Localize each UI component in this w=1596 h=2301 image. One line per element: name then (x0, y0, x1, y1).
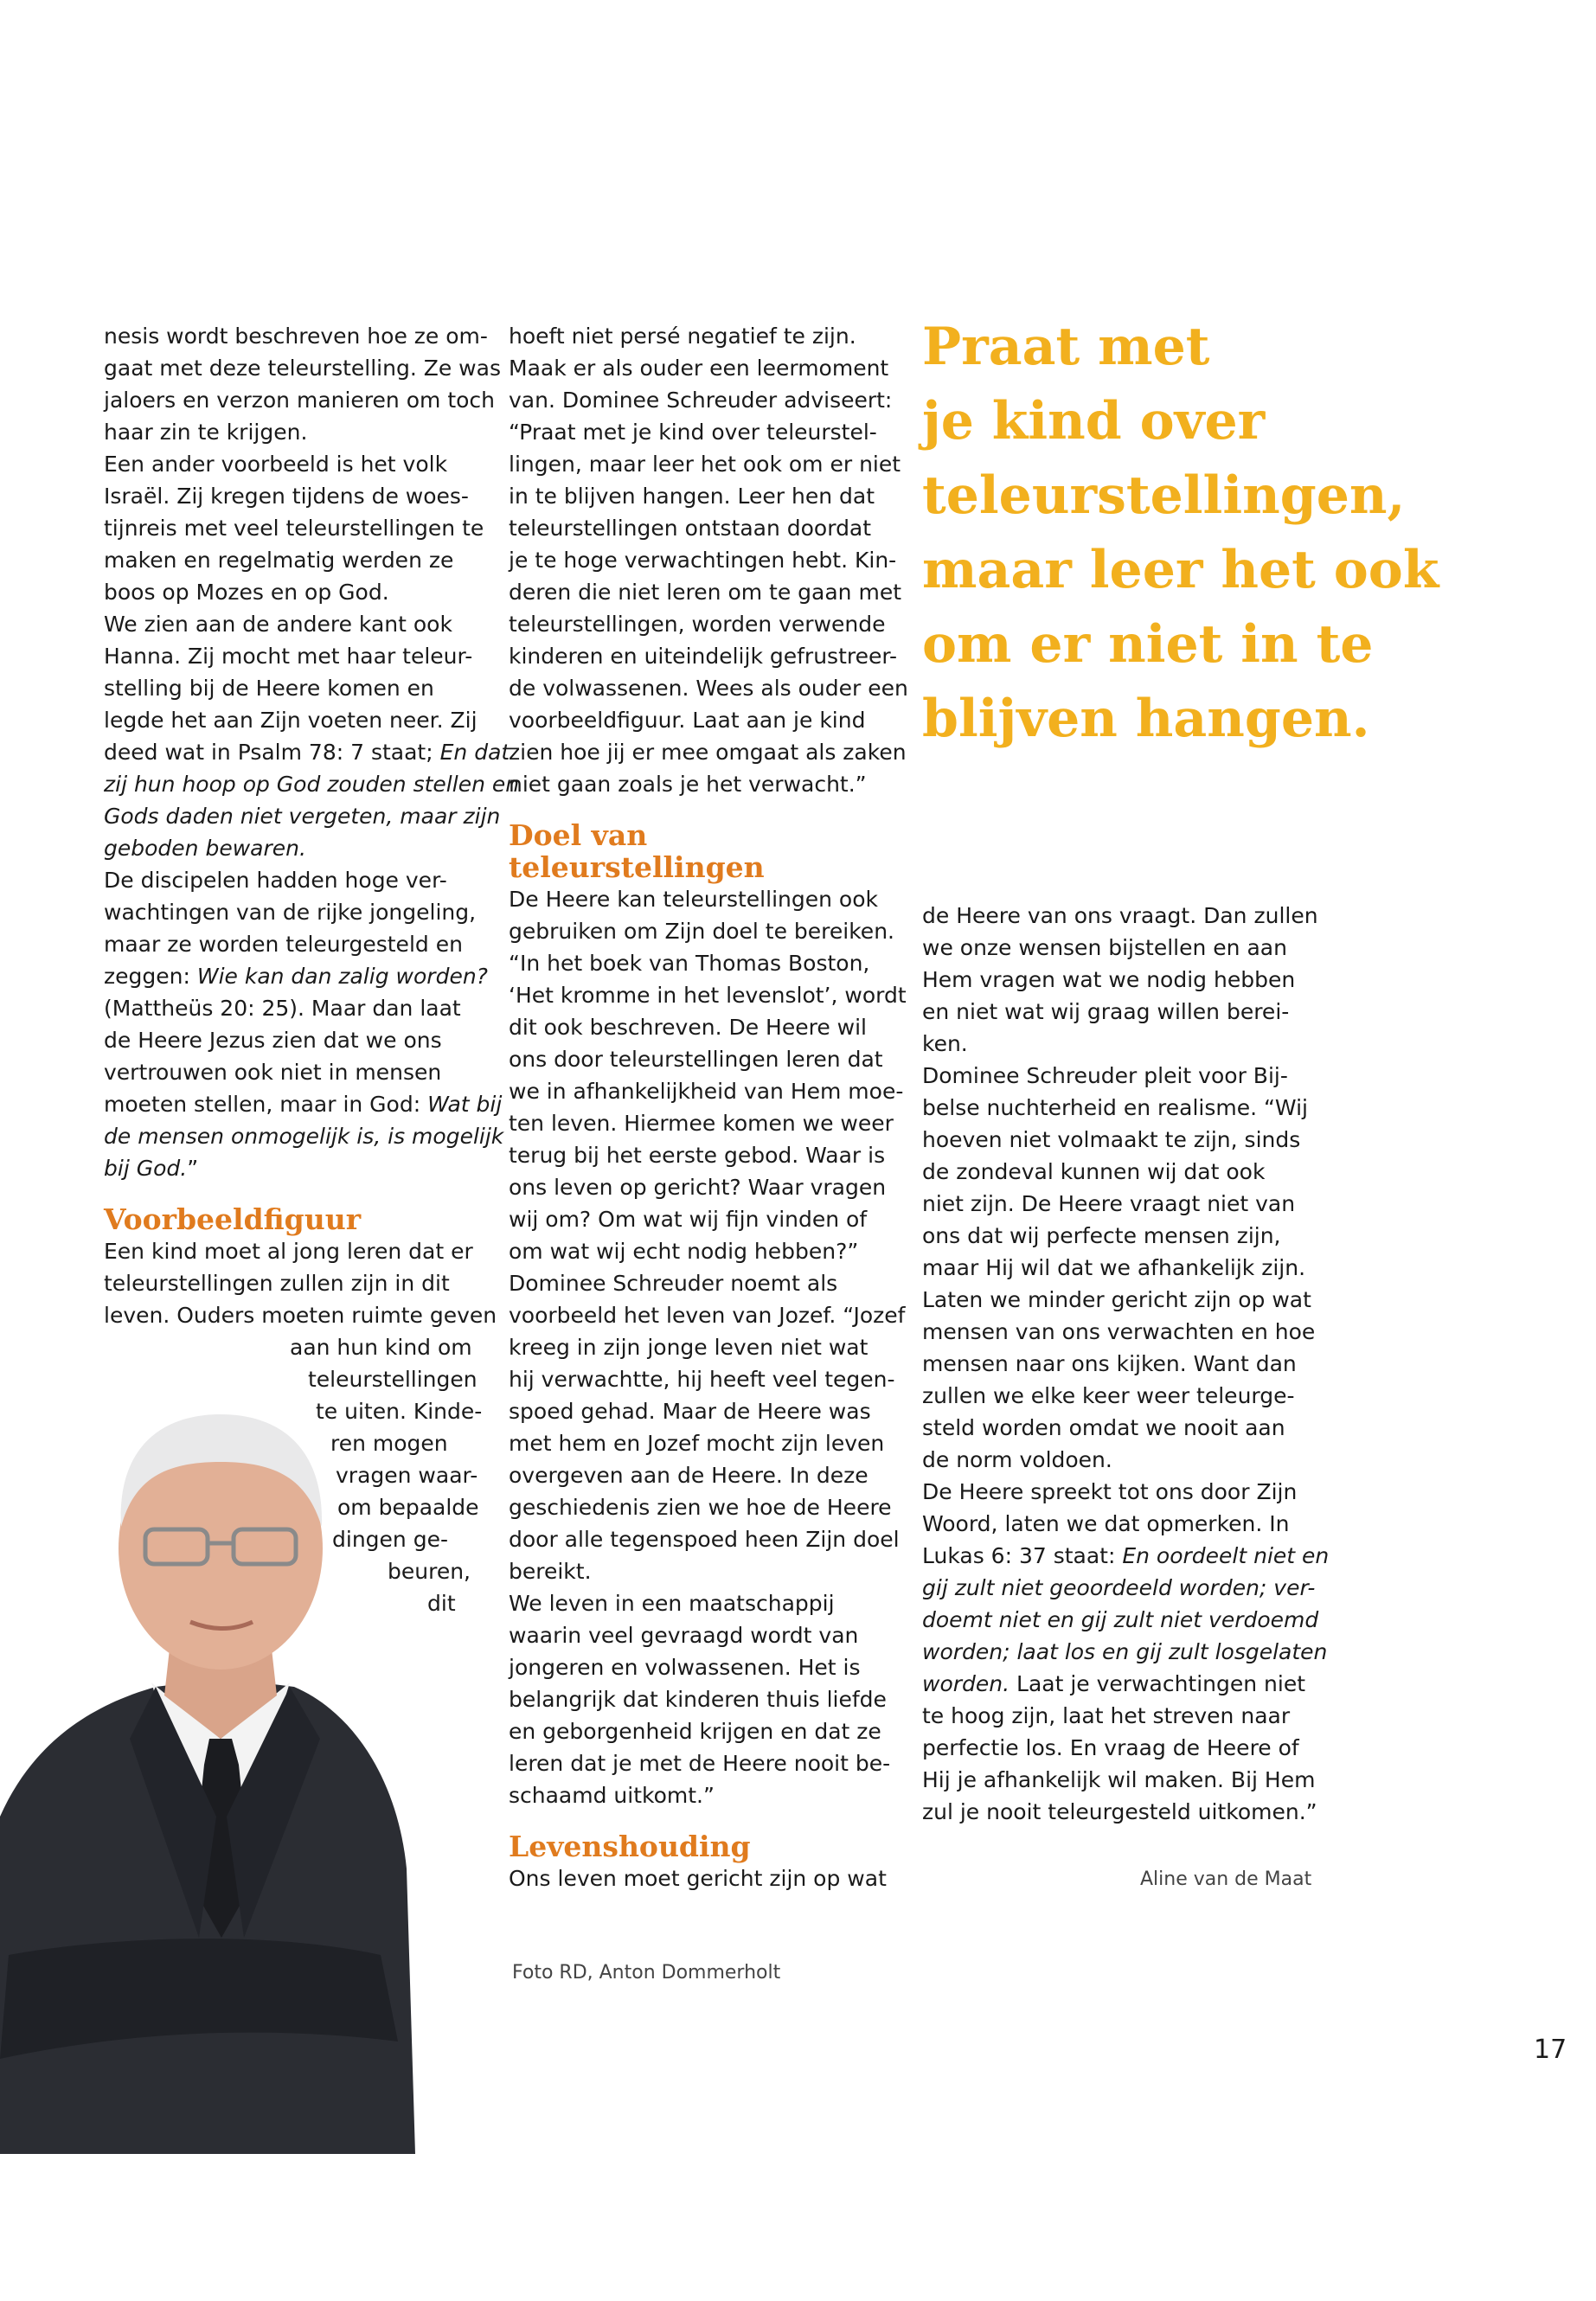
column-2 (509, 320, 908, 1894)
heading-levenshouding: Levenshouding (509, 1830, 751, 1863)
paragraph: de Heere van ons vraagt. Dan zullen we onze wensen bijstellen en aan Hem vragen wat we nodig hebben en niet wat wij graag willen berei- ken. Dominee Schreuder pleit voor Bij- belse nuchterheid en realisme. “Wij hoeven niet volmaakt te zijn, sinds de zondeval kunnen wij dat ook niet zijn. De Heere vraagt niet van ons dat wij perfecte mensen zijn, maar Hij wil dat we afhankelijk zijn. Laten we minder gericht zijn op wat mensen van ons verwachten en hoe mensen naar ons kijken. Want dan zullen we elke keer weer teleurge- steld worden omdat we nooit aan de norm voldoen. De Heere spreekt tot ons door Zijn Woord, laten we dat opmerken. In Lukas 6: 37 staat: En oordeelt niet en gij zult niet geoordeeld worden; ver- doemt niet en gij zult niet verdoemd worden; laat los en gij zult losgelaten worden. Laat je verwachtingen niet te hoog zijn, laat het streven naar perfectie los. En vraag de Heere of Hij je afhankelijk wil maken. Bij Hem zul je nooit teleurgesteld uitkomen.” (922, 903, 1330, 1824)
page-number: 17 (1534, 2035, 1567, 2065)
paragraph: Ons leven moet gericht zijn op wat (509, 1866, 887, 1891)
scripture-quote: En oordeelt niet en (1122, 1543, 1330, 1568)
column-3 (922, 900, 1329, 1828)
pull-quote: Praat met je kind over teleurstellingen, maar leer het ook om er niet in te blijven hangen. (922, 317, 1439, 749)
author-credit: Aline van de Maat (1140, 1868, 1312, 1890)
paragraph: Een kind moet al jong leren dat er teleurstellingen zullen zijn in dit leven. Ouders moeten ruimte geven aan hun kind om teleurstellingen te uiten. Kinde- ren mogen vragen waar- om bepaalde dingen ge- beuren, dit (104, 1239, 497, 1616)
paragraph: nesis wordt beschreven hoe ze om- gaat met deze teleurstelling. Ze was jaloers en verzon manieren om toch haar zin te krijgen. Een ander voorbeeld is het volk Israël. Zij kregen tijdens de woes- tijnreis met veel teleurstellingen te maken en regelmatig werden ze boos op Mozes en op God. We zien aan de andere kant ook Hanna. Zij mocht met haar teleur- stelling bij de Heere komen en legde het aan Zijn voeten neer. Zij deed wat in Psalm 78: 7 staat; En dat zij hun hoop op God zouden stellen en Gods daden niet vergeten, maar zijn geboden bewaren. De discipelen hadden hoge ver- wachtingen van de rijke jongeling, maar ze worden teleurgesteld en zeggen: Wie kan dan zalig worden? (Mattheüs 20: 25). Maar dan laat de Heere Jezus zien dat we ons vertrouwen ook niet in mensen moeten stellen, maar in God: Wat bij de mensen onmogelijk is, is mogelijk bij God.” (104, 324, 520, 1181)
heading-doel-van-teleurstellingen: Doel van teleurstellingen (509, 818, 765, 884)
photo-credit: Foto RD, Anton Dommerholt (512, 1962, 781, 1984)
heading-voorbeeldfiguur: Voorbeeldfiguur (104, 1202, 362, 1236)
scripture-quote: Wat bij (427, 1092, 503, 1117)
scripture-quote: Wie kan dan zalig worden? (196, 964, 488, 989)
paragraph: De Heere kan teleurstellingen ook gebruiken om Zijn doel te bereiken. “In het boek van Thomas Boston, ‘Het kromme in het levenslot’, wordt dit ook beschreven. De Heere wil ons door teleurstellingen leren dat we in afhankelijkheid van Hem moe- ten leven. Hiermee komen we weer terug bij het eerste gebod. Waar is ons leven op gericht? Waar vragen wij om? Om wat wij fijn vinden of om wat wij echt nodig hebben?” Dominee Schreuder noemt als voorbeeld het leven van Jozef. “Jozef kreeg in zijn jonge leven niet wat hij verwachtte, hij heeft veel tegen- spoed gehad. Maar de Heere was met hem en Jozef mocht zijn leven overgeven aan de Heere. In deze geschiedenis zien we hoe de Heere door alle tegenspoed heen Zijn doel bereikt. We leven in een maatschappij waarin veel gevraagd wordt van jongeren en volwassenen. Het is belangrijk dat kinderen thuis liefde en geborgenheid krijgen en dat ze leren dat je met de Heere nooit be- schaamd uitkomt.” (509, 887, 907, 1808)
portrait-photo (0, 1332, 450, 2154)
scripture-quote: En dat (439, 740, 510, 765)
paragraph: hoeft niet persé negatief te zijn. Maak er als ouder een leermoment van. Dominee Schreuder adviseert: “Praat met je kind over teleurstel- lingen, maar leer het ook om er niet in te blijven hangen. Leer hen dat teleurstellingen ontstaan doordat je te hoge verwachtingen hebt. Kin- deren die niet leren om te gaan met teleurstellingen, worden verwende kinderen en uiteindelijk gefrustreer- de volwassenen. Wees als ouder een voorbeeldfiguur. Laat aan je kind zien hoe jij er mee omgaat als zaken niet gaan zoals je het verwacht.” (509, 324, 908, 797)
